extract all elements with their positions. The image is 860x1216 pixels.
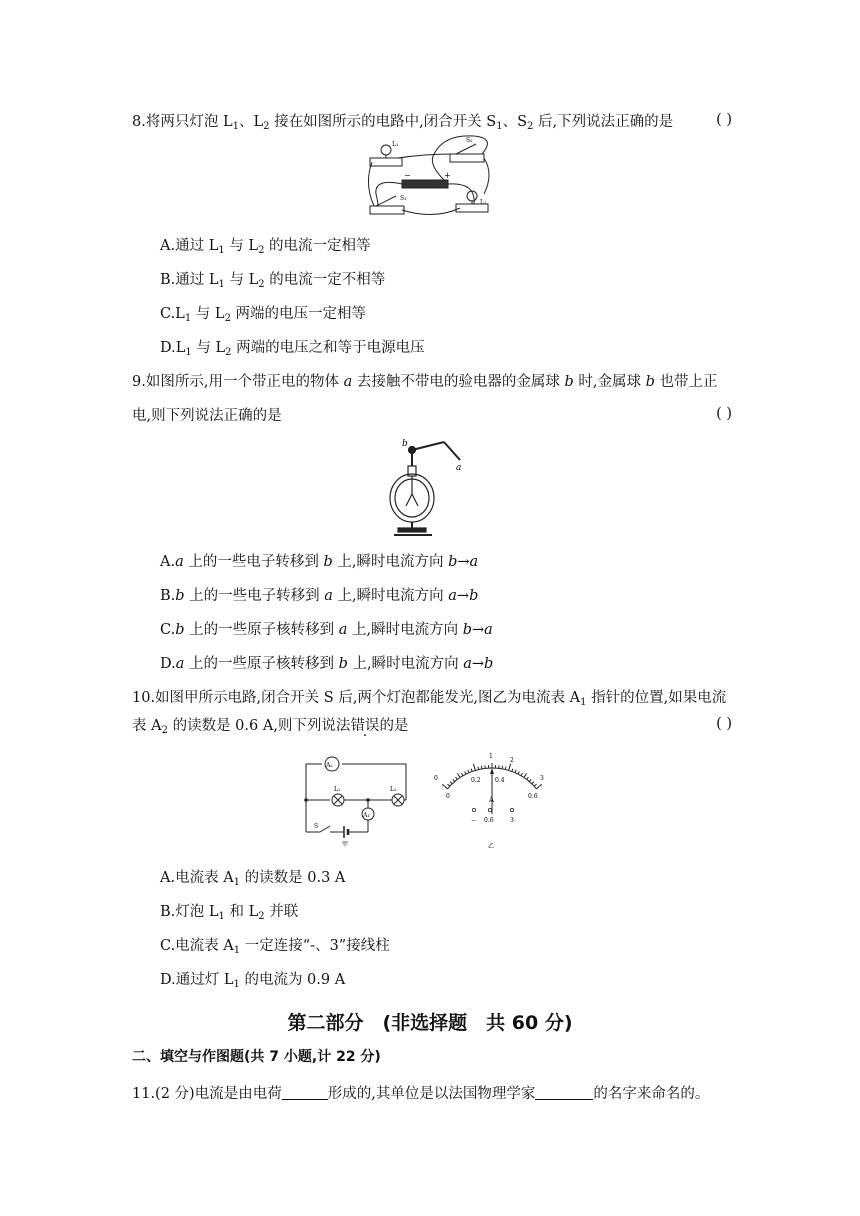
option-8a: A.通过 $L_1$ 与 $L_2$ 的电流一定相等 (160, 238, 371, 256)
question-10-stem-line2: 表 $A_2$ 的读数是 0.6 A,则下列说法错误的是 (132, 718, 409, 736)
scale-tick (512, 769, 513, 772)
switch-s-symbol (320, 826, 330, 832)
scale-tick (442, 784, 447, 788)
scale-tick (465, 771, 466, 774)
unit-a: A (489, 796, 495, 804)
option-9b: B.b 上的一些电子转移到 a 上,瞬时电流方向 a→b (160, 588, 479, 604)
terminal-0-6: 0.6 (484, 817, 494, 824)
question-9-stem-line2: 电,则下列说法正确的是 (132, 408, 282, 424)
scale-tick (536, 784, 541, 788)
switch-lever-s2 (456, 144, 476, 154)
scale-tick (527, 777, 529, 779)
tick-bottom-0-6: 0.6 (528, 793, 538, 800)
option-9c: C.b 上的一些原子核转移到 a 上,瞬时电流方向 b→a (160, 622, 493, 638)
option-10b: B.灯泡 $L_1$ 和 $L_2$ 并联 (160, 904, 299, 922)
scale-tick (505, 767, 506, 770)
tick-bottom-0-2: 0.2 (471, 777, 481, 784)
scale-tick (468, 770, 469, 773)
switch-board-s2 (450, 154, 484, 162)
option-10c: C.电流表 $A_1$ 一定连接“-、3”接线柱 (160, 938, 390, 956)
option-8b: B.通过 $L_1$ 与 $L_2$ 的电流一定不相等 (160, 272, 386, 290)
figure-q8-circuit (364, 134, 496, 222)
label-battery-minus: − (404, 171, 411, 180)
label-battery-plus: + (444, 171, 451, 180)
label-a2: A₂ (326, 762, 333, 769)
figure-q9-electroscope (384, 436, 480, 538)
option-8c: $C.L_1$ 与 $L_2$ 两端的电压一定相等 (160, 306, 367, 324)
option-9a: A.a 上的一些电子转移到 b 上,瞬时电流方向 b→a (160, 554, 479, 570)
answer-paren-10: ( ) (716, 716, 732, 732)
option-8d: $D.L_1$ 与 $L_2$ 两端的电压之和等于电源电压 (160, 340, 425, 358)
scale-tick (450, 782, 452, 784)
question-9-stem-line1: 9.如图所示,用一个带正电的物体 a 去接触不带电的验电器的金属球 b 时,金属球 b 也带上正 (132, 374, 718, 390)
scale-tick (509, 764, 511, 771)
tick-bottom-0-4: 0.4 (495, 777, 505, 784)
label-s2: S₂ (466, 137, 473, 144)
scale-tick (448, 784, 450, 786)
figure-q10-ammeter-yi (428, 748, 556, 852)
tick-bottom-0: 0 (446, 793, 450, 800)
scale-tick (481, 766, 482, 769)
scale-tick (524, 773, 527, 777)
label-l1: L₁ (334, 786, 341, 793)
option-10a: A.电流表 $A_1$ 的读数是 0.3 A (160, 870, 346, 888)
scale-tick (457, 773, 460, 777)
section-2-heading: 二、填空与作图题(共 7 小题,计 22 分) (132, 1049, 381, 1065)
bulb-board-l1 (370, 158, 402, 166)
scale-tick (502, 766, 503, 769)
label-ball-b: b (402, 439, 408, 449)
question-10-stem-line1: 10.如图甲所示电路,闭合开关 S 后,两个灯泡都能发光,图乙为电流表 $A_1$ 指针的位置,如果电流 (132, 690, 727, 708)
emphasis-wrong: 错误 (350, 718, 380, 734)
scale-tick (462, 773, 464, 776)
figure-q10-circuit-jia (300, 752, 412, 848)
answer-blank-2[interactable] (535, 1085, 593, 1100)
option-10d: D.通过灯 $L_1$ 的电流为 0.9 A (160, 972, 346, 990)
scale-tick (453, 779, 455, 781)
label-s1: S₁ (400, 195, 407, 202)
scale-tick (473, 764, 475, 771)
switch-lever-s1 (376, 196, 396, 206)
caption-yi: 乙 (488, 843, 495, 850)
scale-tick (456, 777, 458, 779)
bulb-l1 (381, 145, 391, 155)
scale-tick (529, 779, 531, 781)
terminal-3: 3 (510, 817, 514, 824)
charged-rod-a (412, 442, 444, 450)
switch-board-s1 (370, 206, 404, 214)
answer-blank-1[interactable] (282, 1085, 328, 1100)
label-l2: L₂ (480, 199, 487, 206)
label-l2: L₂ (390, 786, 397, 793)
label-l1: L₁ (392, 141, 399, 148)
scale-tick (532, 782, 534, 784)
scale-tick (515, 770, 516, 773)
answer-paren-8: ( ) (716, 112, 732, 128)
scale-tick (521, 773, 523, 776)
tick-top-0: 0 (434, 775, 438, 782)
tick-top-1: 1 (489, 753, 493, 760)
tick-top-2: 2 (510, 757, 514, 764)
question-8-stem: 8.将两只灯泡 $L_1$、$L_2$ 接在如图所示的电路中,闭合开关 $S_1$、$S_2$ 后,下列说法正确的是 (132, 114, 674, 132)
label-a1: A₁ (363, 812, 370, 819)
scale-tick (471, 769, 472, 772)
caption-jia: 甲 (342, 841, 349, 848)
battery-pack (402, 180, 448, 188)
label-s: S (314, 823, 319, 830)
part-2-title: 第二部分 (非选择题 共 60 分) (287, 1012, 573, 1034)
scale-tick (478, 767, 479, 770)
scale-tick (534, 784, 536, 786)
label-object-a: a (456, 463, 462, 473)
option-9d: D.a 上的一些原子核转移到 b 上,瞬时电流方向 a→b (160, 656, 494, 672)
answer-paren-9: ( ) (716, 406, 732, 422)
question-11-stem: 11.(2 分)电流是由电荷 形成的,其单位是以法国物理学家 的名字来命名的。 (132, 1086, 710, 1102)
scale-tick (518, 771, 519, 774)
tick-top-3: 3 (540, 775, 544, 782)
terminal-minus: − (471, 817, 477, 824)
